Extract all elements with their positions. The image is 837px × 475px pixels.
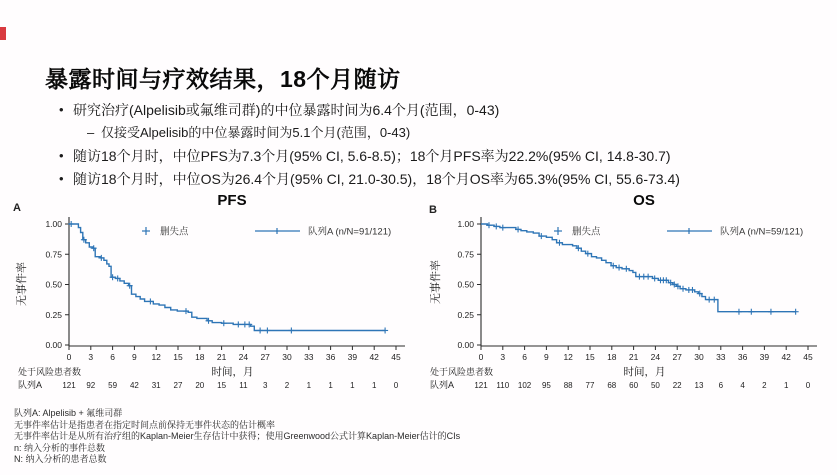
bullet-marker: •	[59, 102, 64, 117]
svg-text:36: 36	[737, 352, 748, 362]
svg-text:删失点: 删失点	[572, 226, 601, 238]
svg-text:24: 24	[650, 352, 661, 362]
svg-text:21: 21	[628, 352, 639, 362]
svg-text:27: 27	[260, 352, 270, 362]
svg-text:20: 20	[195, 381, 205, 390]
edge-marker	[0, 27, 6, 40]
panel-letter-a: A	[13, 202, 21, 214]
svg-text:处于风险患者数: 处于风险患者数	[18, 367, 82, 377]
svg-text:102: 102	[517, 381, 532, 390]
svg-text:队列A: 队列A	[430, 380, 455, 390]
bullet-text: 仅接受Alpelisib的中位暴露时间为5.1个月(范围，0-43)	[101, 125, 411, 140]
svg-text:1: 1	[350, 381, 355, 390]
svg-text:0.50: 0.50	[45, 279, 62, 290]
svg-text:39: 39	[759, 352, 770, 362]
svg-text:18: 18	[607, 352, 617, 362]
svg-text:1: 1	[306, 381, 312, 390]
svg-text:3: 3	[88, 352, 94, 362]
bullet-text: 随访18个月时，中位OS为26.4个月(95% CI, 21.0-30.5)，18个月OS率为65.3%(95% CI, 55.6-73.4)	[73, 171, 680, 187]
pfs-chart-title: PFS	[217, 192, 247, 209]
svg-text:1: 1	[328, 381, 333, 390]
svg-text:36: 36	[325, 352, 336, 362]
svg-text:3: 3	[262, 381, 268, 390]
svg-text:6: 6	[110, 352, 115, 362]
footnote-line: 无事件率估计是指患者在指定时间点前保持无事件状态的估计概率	[14, 419, 276, 430]
svg-text:92: 92	[86, 381, 96, 390]
panel-letter-b: B	[429, 204, 437, 216]
page-title: 暴露时间与疗效结果，18个月随访	[45, 66, 401, 92]
footnote-line: 无事件率估计是从所有治疗组的Kaplan-Meier生存估计中获得；使用Greenwood公式计算Kaplan-Meier估计的CIs	[14, 431, 461, 441]
svg-text:68: 68	[607, 381, 617, 390]
svg-text:45: 45	[803, 352, 813, 362]
bullet-item	[57, 147, 825, 166]
svg-text:2: 2	[284, 381, 290, 390]
svg-text:1: 1	[783, 381, 789, 390]
svg-text:12: 12	[563, 352, 573, 362]
svg-text:0: 0	[805, 381, 811, 390]
svg-text:33: 33	[716, 352, 726, 362]
svg-text:42: 42	[369, 352, 379, 362]
svg-text:时间，月: 时间，月	[623, 366, 666, 378]
svg-text:0.00: 0.00	[45, 340, 62, 350]
os-km-plot	[420, 210, 837, 396]
svg-text:24: 24	[238, 352, 249, 362]
svg-text:33: 33	[304, 352, 314, 362]
svg-text:0.50: 0.50	[457, 279, 474, 290]
footnote-line: 队列A: Alpelisib + 氟维司群	[14, 408, 123, 418]
svg-text:59: 59	[108, 381, 118, 390]
footnotes	[14, 408, 460, 466]
svg-text:15: 15	[173, 352, 183, 362]
svg-text:4: 4	[740, 381, 745, 390]
svg-text:0.75: 0.75	[457, 249, 474, 260]
svg-text:21: 21	[216, 352, 227, 362]
svg-text:15: 15	[217, 381, 227, 390]
svg-text:处于风险患者数: 处于风险患者数	[430, 367, 494, 377]
bullet-marker: –	[87, 125, 95, 140]
bullet-marker: •	[59, 171, 64, 186]
svg-text:队列A (n/N=91/121): 队列A (n/N=91/121)	[308, 226, 392, 238]
svg-text:77: 77	[585, 381, 595, 390]
svg-text:0.00: 0.00	[457, 340, 474, 350]
svg-text:0: 0	[66, 352, 72, 362]
bullet-text: 研究治疗(Alpelisib或氟维司群)的中位暴露时间为6.4个月(范围，0-43)	[73, 102, 500, 118]
svg-text:39: 39	[347, 352, 358, 362]
svg-text:0: 0	[393, 381, 399, 390]
footnote-line: n: 纳入分析的事件总数	[14, 442, 106, 453]
os-chart-title: OS	[633, 192, 655, 209]
svg-text:1.00: 1.00	[45, 219, 62, 229]
svg-text:13: 13	[694, 381, 704, 390]
svg-text:1: 1	[371, 381, 377, 390]
pfs-km-plot	[8, 210, 428, 396]
os-y-axis-label: 无事件率	[430, 260, 442, 304]
svg-text:50: 50	[650, 381, 660, 390]
svg-text:30: 30	[694, 352, 704, 362]
svg-text:6: 6	[718, 381, 724, 390]
svg-text:121: 121	[474, 381, 488, 390]
svg-text:42: 42	[781, 352, 791, 362]
svg-text:121: 121	[62, 381, 76, 390]
svg-text:0.25: 0.25	[45, 309, 62, 320]
svg-text:15: 15	[585, 352, 595, 362]
bullet-marker: •	[59, 148, 64, 163]
svg-text:0: 0	[478, 352, 484, 362]
svg-text:31: 31	[151, 381, 161, 390]
svg-text:22: 22	[672, 381, 682, 390]
bullet-item	[57, 170, 825, 189]
svg-text:27: 27	[173, 381, 183, 390]
bullet-item	[85, 124, 825, 142]
svg-text:45: 45	[391, 352, 401, 362]
svg-text:9: 9	[544, 352, 549, 362]
svg-text:95: 95	[541, 381, 551, 390]
bullet-text: 随访18个月时，中位PFS为7.3个月(95% CI, 5.6-8.5)；18个月PFS率为22.2%(95% CI, 14.8-30.7)	[73, 148, 671, 164]
svg-text:3: 3	[500, 352, 506, 362]
svg-text:60: 60	[629, 381, 639, 390]
svg-text:18: 18	[195, 352, 205, 362]
svg-text:12: 12	[151, 352, 161, 362]
svg-text:42: 42	[129, 381, 139, 390]
svg-text:删失点: 删失点	[160, 226, 189, 238]
svg-text:9: 9	[132, 352, 137, 362]
svg-text:0.25: 0.25	[457, 309, 474, 320]
svg-text:27: 27	[672, 352, 682, 362]
bullet-item	[57, 101, 825, 120]
bullet-list	[57, 101, 825, 193]
svg-text:6: 6	[522, 352, 527, 362]
svg-text:队列A (n/N=59/121): 队列A (n/N=59/121)	[720, 226, 804, 238]
svg-text:88: 88	[563, 381, 573, 390]
svg-text:队列A: 队列A	[18, 380, 43, 390]
svg-text:0.75: 0.75	[45, 249, 62, 260]
footnote-line: N: 纳入分析的患者总数	[14, 454, 107, 464]
svg-text:2: 2	[762, 381, 767, 390]
svg-text:11: 11	[239, 381, 248, 390]
svg-text:1.00: 1.00	[457, 219, 474, 229]
svg-text:30: 30	[282, 352, 292, 362]
svg-text:110: 110	[496, 381, 510, 390]
svg-text:时间，月: 时间，月	[211, 366, 254, 378]
pfs-y-axis-label: 无事件率	[16, 262, 28, 306]
